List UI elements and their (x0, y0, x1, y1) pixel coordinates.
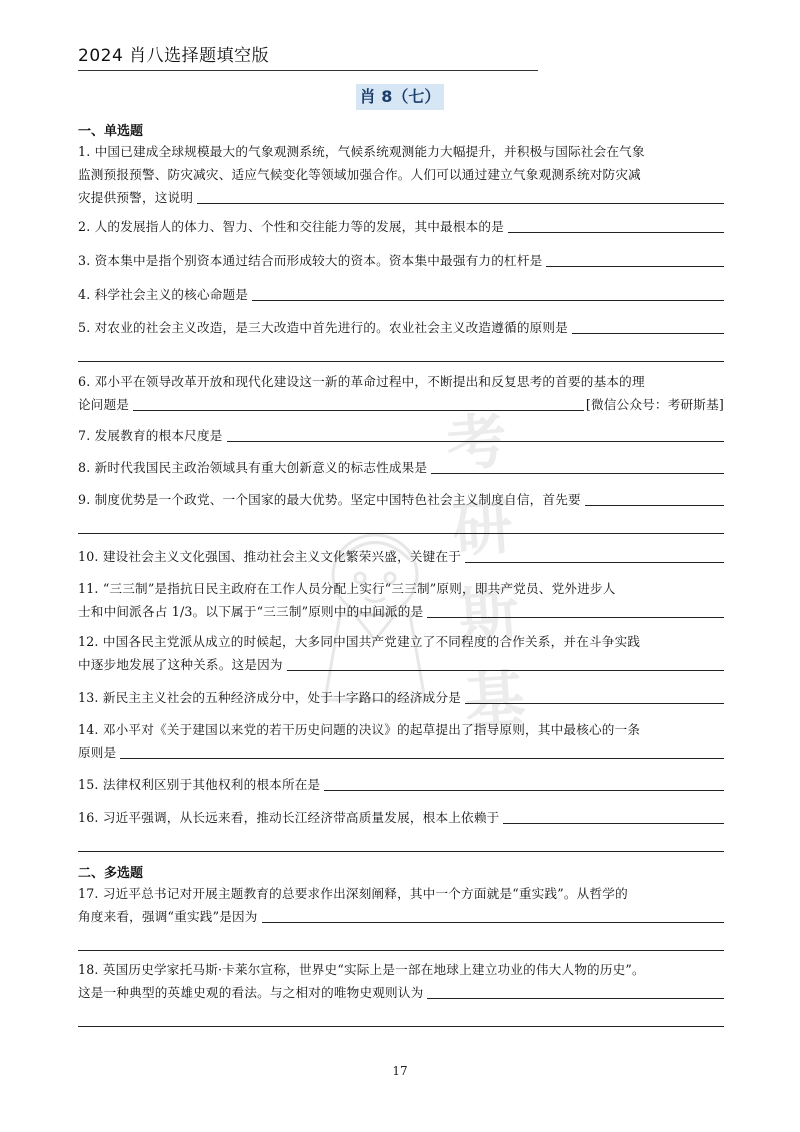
question-text: 17. 习近平总书记对开展主题教育的总要求作出深刻阐释，其中一个方面就是“重实践”。从哲学的 (78, 886, 628, 901)
question-14 (78, 718, 724, 764)
answer-blank-line[interactable] (78, 511, 724, 534)
watermark-char: 基 (462, 663, 528, 738)
answer-blank[interactable] (262, 907, 724, 923)
question-text: 18. 英国历史学家托马斯·卡莱尔宣称，世界史“实际上是一部在地球上建立功业的伟大人物的历史”。 (78, 962, 645, 977)
question-text: 16. 习近平强调，从长远来看，推动长江经济带高质量发展，根本上依赖于 (78, 810, 500, 825)
question-18 (78, 958, 724, 1027)
question-text: 10. 建设社会主义文化强国、推动社会主义文化繁荣兴盛，关键在于 (78, 549, 462, 564)
answer-blank-line[interactable] (78, 339, 724, 362)
header-title: 2024 肖八选择题填空版 (78, 46, 270, 66)
question-text: 这是一种典型的英雄史观的看法。与之相对的唯物史观则认为 (78, 985, 424, 1000)
question-3 (78, 249, 724, 272)
answer-blank[interactable] (585, 490, 724, 506)
question-text: 12. 中国各民主党派从成立的时候起，大多同中国共产党建立了不同程度的合作关系，并在斗争实践 (78, 634, 641, 649)
question-1 (78, 140, 724, 209)
source-note: [微信公众号：考研斯基] (585, 397, 724, 412)
question-15 (78, 773, 724, 796)
answer-blank[interactable] (287, 655, 724, 671)
section-single-choice: 一、单选题 (78, 124, 144, 139)
answer-blank-line[interactable] (78, 1004, 724, 1027)
question-text: 灾提供预警，这说明 (78, 190, 194, 205)
question-text: 3. 资本集中是指个别资本通过结合而形成较大的资本。资本集中最强有力的杠杆是 (78, 253, 543, 268)
answer-blank[interactable] (503, 808, 724, 824)
question-11 (78, 577, 724, 623)
question-text: 15. 法律权利区别于其他权利的根本所在是 (78, 777, 321, 792)
question-text: 11. “三三制”是指抗日民主政府在工作人员分配上实行“三三制”原则，即共产党员、党外进步人 (78, 581, 616, 596)
question-5 (78, 316, 724, 362)
watermark-char: 考 (444, 406, 510, 481)
question-13 (78, 686, 724, 709)
question-9 (78, 488, 724, 534)
question-text: 原则是 (78, 745, 117, 760)
question-16 (78, 806, 724, 852)
answer-blank[interactable] (427, 983, 724, 999)
watermark-char: 研 (450, 492, 516, 567)
question-text: 角度来看，强调“重实践”是因为 (78, 909, 258, 924)
question-text: 士和中间派各占 1/3。以下属于“三三制”原则中的中间派的是 (78, 604, 424, 619)
answer-blank[interactable] (431, 458, 724, 474)
question-8 (78, 456, 724, 479)
question-text: 1. 中国已建成全球规模最大的气象观测系统，气候系统观测能力大幅提升，并积极与国际社会在气象 (78, 144, 645, 159)
question-text: 论问题是 (78, 397, 130, 412)
section-multiple-choice: 二、多选题 (78, 866, 144, 881)
answer-blank[interactable] (465, 547, 724, 563)
question-4 (78, 283, 724, 306)
question-text: 7. 发展教育的根本尺度是 (78, 428, 223, 443)
question-text: 中逐步地发展了这种关系。这是因为 (78, 657, 283, 672)
question-text: 13. 新民主主义社会的五种经济成分中，处于十字路口的经济成分是 (78, 690, 462, 705)
answer-blank[interactable] (427, 602, 724, 618)
question-text: 8. 新时代我国民主政治领域具有重大创新意义的标志性成果是 (78, 460, 428, 475)
document-header (78, 44, 538, 71)
answer-blank[interactable] (197, 188, 724, 204)
question-2 (78, 215, 724, 238)
answer-blank[interactable] (227, 426, 724, 442)
question-text: 监测预报预警、防灾减灾、适应气候变化等领域加强合作。人们可以通过建立气象观测系统对防灾减 (78, 167, 641, 182)
question-7 (78, 424, 724, 447)
answer-blank[interactable] (252, 285, 724, 301)
answer-blank[interactable] (508, 217, 724, 233)
answer-blank[interactable] (465, 688, 724, 704)
question-text: 2. 人的发展指人的体力、智力、个性和交往能力等的发展，其中最根本的是 (78, 219, 505, 234)
page-title: 肖 8（七） (356, 84, 444, 110)
answer-blank[interactable] (120, 743, 724, 759)
question-text: 6. 邓小平在领导改革开放和现代化建设这一新的革命过程中，不断提出和反复思考的首要的基本的理 (78, 374, 645, 389)
page-number: 17 (392, 1064, 408, 1078)
question-text: 14. 邓小平对《关于建国以来党的若干历史问题的决议》的起草提出了指导原则，其中最核心的一条 (78, 722, 641, 737)
question-10 (78, 545, 724, 568)
question-text: 9. 制度优势是一个政党、一个国家的最大优势。坚定中国特色社会主义制度自信，首先要 (78, 492, 581, 507)
answer-blank[interactable] (133, 395, 584, 411)
answer-blank[interactable] (572, 318, 724, 334)
question-text: 5. 对农业的社会主义改造，是三大改造中首先进行的。农业社会主义改造遵循的原则是 (78, 320, 568, 335)
answer-blank-line[interactable] (78, 829, 724, 852)
watermark-char: 斯 (456, 577, 522, 652)
question-text: 4. 科学社会主义的核心命题是 (78, 287, 249, 302)
question-12 (78, 630, 724, 676)
question-6 (78, 370, 724, 416)
question-17 (78, 882, 724, 951)
answer-blank-line[interactable] (78, 928, 724, 951)
answer-blank[interactable] (324, 775, 724, 791)
answer-blank[interactable] (546, 251, 724, 267)
